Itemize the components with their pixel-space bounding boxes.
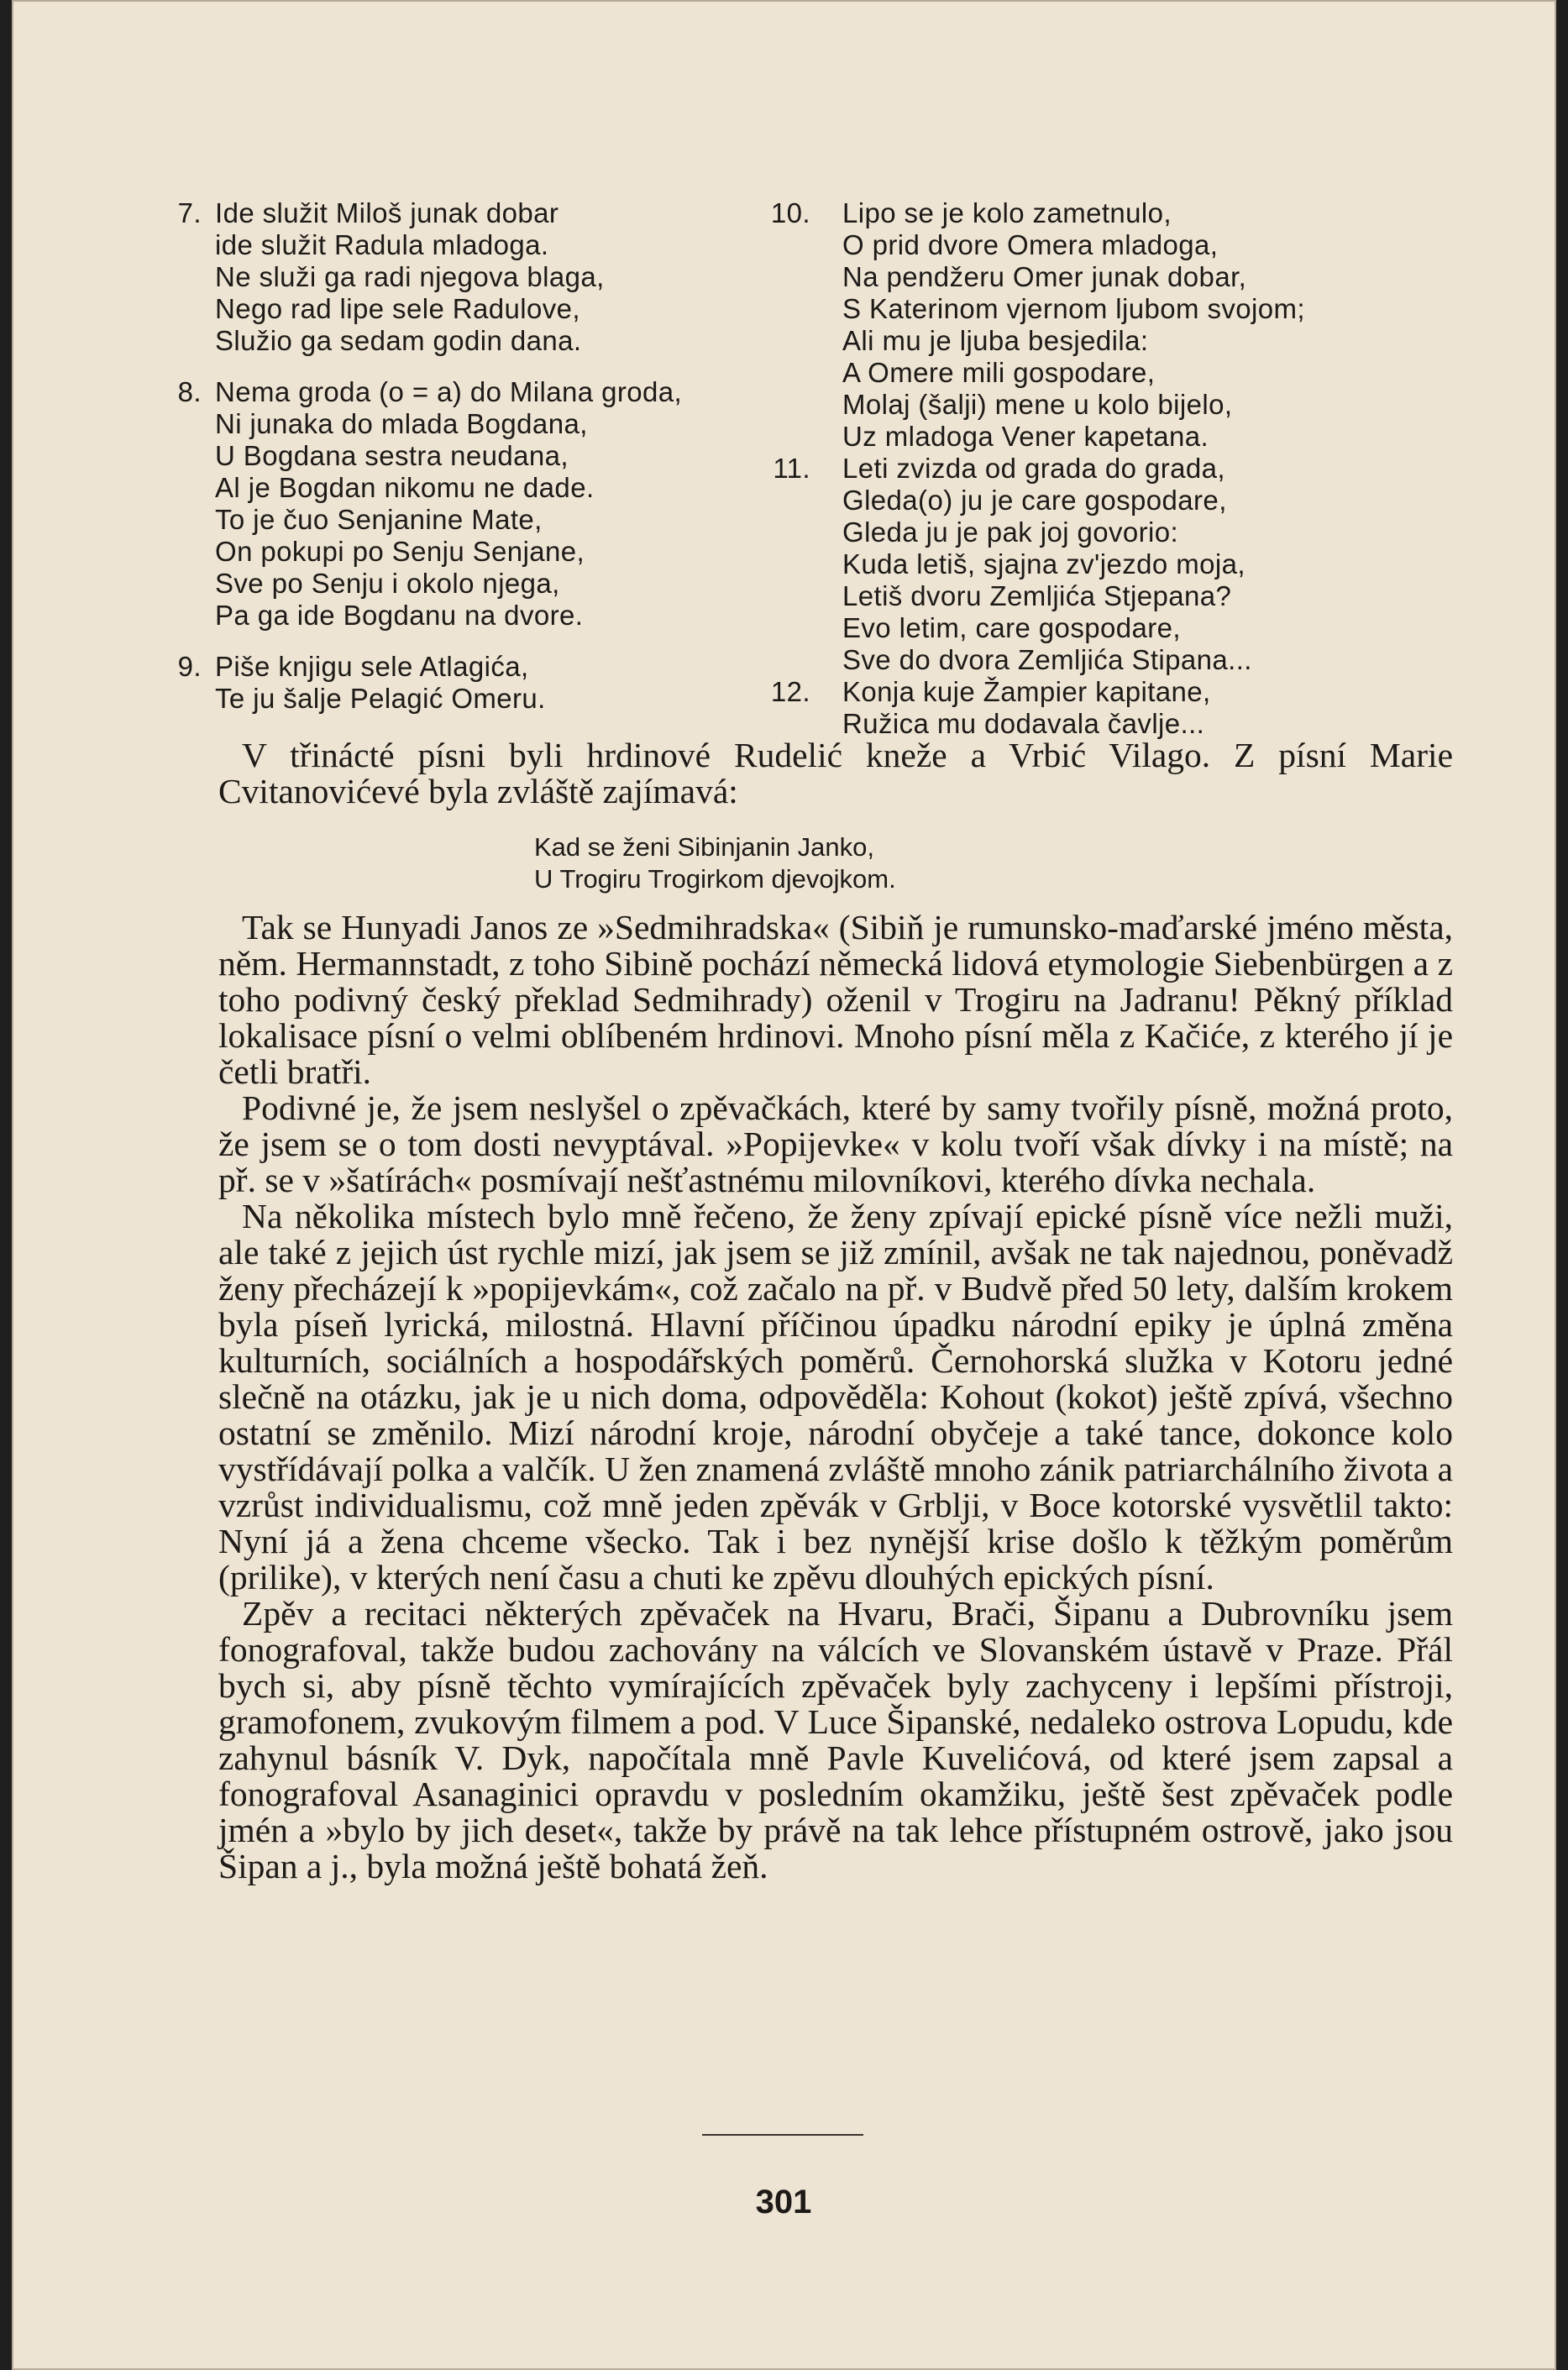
paragraph: Na několika místech bylo mně řečeno, že ženy zpívají epické písně více nežli muži, ale také z jejich úst rychle mizí, jak jsem se již zmínil, avšak ne tak najednou, poněvadž ženy přecházejí k »popijevkám«, což začalo na př. v Budvě před 50 lety, dalším krokem byla píseň lyrická, milostná. Hlavní příčinou úpadku národní epiky je úplná změna kulturních, sociálních a hospodářských poměrů. Černohorská služka v Kotoru jedné slečně na otázku, jak je u nich doma, odpověděla: Kohout (kokot) ještě zpívá, všechno ostatní se změnilo. Mizí národní kroje, národní obyčeje a také tance, dokonce kolo vystřídávají polka a valčík. U žen znamená zvláště mnoho zánik patriarchálního života a vzrůst individualismu, což mně jeden zpěvák v Grblji, v Boce kotorské vysvětlil takto: Nyní já a žena chceme všecko. Tak i bez nynější krise došlo k těžkým poměrům (prilike), v kterých není času a chuti ke zpěvu dlouhých epických písní. <box>218 1197 1453 1597</box>
quoted-verse <box>534 831 1172 895</box>
stanza-number: 10. <box>770 197 810 228</box>
stanza-number: 12. <box>770 676 810 707</box>
verse-line: Pa ga ide Bogdanu na dvore. <box>215 600 584 631</box>
stanza-10 <box>772 197 1410 453</box>
verse-column-left <box>163 197 801 734</box>
intro-paragraph: V třinácté písni byli hrdinové Rudelić kneže a Vrbić Vilago. Z písní Marie Cvitanovićevé byla zvláště zajímavá: <box>218 736 1453 810</box>
intro-paragraph-block <box>218 737 1453 810</box>
stanza-12 <box>772 676 1410 740</box>
stanza-11 <box>772 453 1410 676</box>
body-text <box>218 910 1453 1885</box>
verse-line: Konja kuje Žampier kapitane, <box>842 676 1211 707</box>
verse-line: To je čuo Senjanine Mate, <box>215 504 543 535</box>
verse-line: Gleda ju je pak joj govorio: <box>842 516 1179 548</box>
page <box>12 0 1556 2370</box>
stanza-number: 9. <box>177 651 202 682</box>
page-number: 301 <box>755 2184 812 2221</box>
verse-line: Ali mu je ljuba besjedila: <box>842 325 1149 356</box>
verse-line: Sve po Senju i okolo njega, <box>215 568 560 599</box>
stanza-number: 8. <box>177 376 202 407</box>
verse-line: Gleda(o) ju je care gospodare, <box>842 485 1227 516</box>
verse-columns <box>12 197 1556 739</box>
verse-column-right <box>772 197 1410 740</box>
verse-line: S Katerinom vjernom ljubom svojom; <box>842 293 1305 324</box>
verse-line: Kuda letiš, sjajna zv'jezdo moja, <box>842 548 1245 579</box>
verse-line: Lipo se je kolo zametnulo, <box>842 197 1172 228</box>
verse-line: ide služit Radula mladoga. <box>215 229 549 260</box>
verse-line: Ružica mu dodavala čavlje... <box>842 708 1205 739</box>
verse-line: On pokupi po Senju Senjane, <box>215 536 585 567</box>
verse-line: Piše knjigu sele Atlagića, <box>215 651 529 682</box>
stanza-7 <box>163 197 801 357</box>
verse-line: Al je Bogdan nikomu ne dade. <box>215 472 595 503</box>
stanza-number: 7. <box>177 197 202 228</box>
stanza-8 <box>163 376 801 632</box>
verse-line: Ide služit Miloš junak dobar <box>215 197 559 228</box>
verse-line: A Omere mili gospodare, <box>842 357 1156 388</box>
verse-line: Molaj (šalji) mene u kolo bijelo, <box>842 389 1233 420</box>
footer-rule <box>702 2134 863 2136</box>
stanza-9 <box>163 651 801 715</box>
verse-line: Na pendžeru Omer junak dobar, <box>842 261 1247 292</box>
verse-line: Služio ga sedam godin dana. <box>215 325 582 356</box>
verse-line: U Bogdana sestra neudana, <box>215 440 569 471</box>
verse-line: Ne služi ga radi njegova blaga, <box>215 261 605 292</box>
paragraph: Podivné je, že jsem neslyšel o zpěvačkách, které by samy tvořily písně, možná proto, že jsem se o tom dosti nevyptával. »Popijevke« v kolu tvoří však dívky i na místě; na př. se v »šatírách« posmívají nešťastnému milovníkovi, kterého dívka nechala. <box>218 1088 1453 1199</box>
verse-line: O prid dvore Omera mladoga, <box>842 229 1219 260</box>
verse-line: Uz mladoga Vener kapetana. <box>842 421 1209 452</box>
verse-line: Nema groda (o = a) do Milana groda, <box>215 376 683 407</box>
verse-line: Ni junaka do mlada Bogdana, <box>215 408 588 439</box>
paragraph: Zpěv a recitaci některých zpěvaček na Hvaru, Brači, Šipanu a Dubrovníku jsem fonografoval, takže budou zachovány na válcích ve Slovanském ústavě v Praze. Přál bych si, aby písně těchto vymírajících zpěvaček byly zachyceny i lepšími přístroji, gramofonem, zvukovým filmem a pod. V Luce Šipanské, nedaleko ostrova Lopudu, kde zahynul básník V. Dyk, napočítala mně Pavle Kuvelićová, od které jsem zapsal a fonografoval Asanaginici opravdu v posledním okamžiku, ještě šest zpěvaček podle jmén a »bylo by jich deset«, takže by právě na tak lehce přístupném ostrově, jako jsou Šipan a j., byla možná ještě bohatá žeň. <box>218 1594 1453 1885</box>
stanza-number: 11. <box>773 453 810 484</box>
verse-line: Letiš dvoru Zemljića Stjepana? <box>842 580 1232 611</box>
quote-line: Kad se ženi Sibinjanin Janko, <box>534 832 874 862</box>
verse-line: Sve do dvora Zemljića Stipana... <box>842 644 1252 675</box>
verse-line: Leti zvizda od grada do grada, <box>842 453 1225 484</box>
verse-line: Evo letim, care gospodare, <box>842 612 1181 643</box>
paragraph: Tak se Hunyadi Janos ze »Sedmihradska« (Sibiň je rumunsko-maďarské jméno města, něm. Hermannstadt, z toho Sibině pochází německá lidová etymologie Siebenbürgen a z toho podivný český překlad Sedmihrady) oženil v Trogiru na Jadranu! Pěkný příklad lokalisace písní o velmi oblíbeném hrdinovi. Mnoho písní měla z Kačiće, z kterého jí je četli bratři. <box>218 908 1453 1091</box>
quote-line: U Trogiru Trogirkom djevojkom. <box>534 864 896 894</box>
verse-line: Nego rad lipe sele Radulove, <box>215 293 580 324</box>
verse-line: Te ju šalje Pelagić Omeru. <box>215 683 546 714</box>
